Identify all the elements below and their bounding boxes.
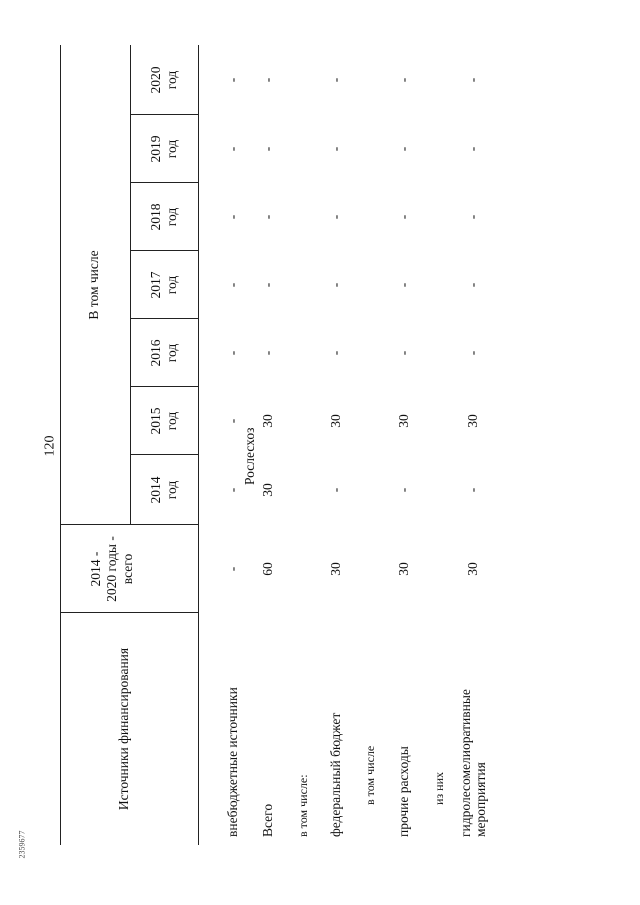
row-value: - (328, 350, 343, 356)
row-label: федеральный бюджет (328, 712, 343, 837)
header-year-2014: 2014 год (148, 476, 179, 504)
row-value: - (465, 350, 480, 356)
row-value: - (396, 77, 411, 83)
row-label: прочие расходы (396, 746, 411, 837)
row-value: - (465, 487, 480, 493)
row-value: 30 (465, 414, 480, 428)
row-total: 30 (328, 562, 343, 576)
row-value: - (225, 350, 240, 356)
row-value: - (225, 77, 240, 83)
row-value: - (396, 282, 411, 288)
row-label: в том числе: (296, 774, 310, 837)
row-label: из них (432, 771, 446, 805)
header-year-2016: 2016 год (148, 339, 179, 367)
year-sep-2 (130, 386, 198, 387)
row-value: - (225, 282, 240, 288)
row-value: - (225, 146, 240, 152)
row-total: - (225, 566, 240, 572)
table-top-rule (60, 45, 61, 845)
row-value: - (328, 282, 343, 288)
subheader-rule (130, 45, 131, 525)
year-sep-4 (130, 250, 198, 251)
row-value: 30 (328, 414, 343, 428)
header-year-2018: 2018 год (148, 203, 179, 231)
row-value: - (328, 214, 343, 220)
section-title: Рослесхоз (242, 427, 257, 485)
header-year-2017: 2017 год (148, 271, 179, 299)
row-value: - (465, 214, 480, 220)
row-value: - (260, 350, 275, 356)
row-total: 60 (260, 562, 275, 576)
row-value: - (328, 146, 343, 152)
row-value: - (396, 214, 411, 220)
row-value: - (328, 487, 343, 493)
header-col-sep-2 (60, 524, 198, 525)
row-label: Всего (260, 803, 275, 837)
row-value: - (260, 214, 275, 220)
row-value: - (465, 282, 480, 288)
header-year-2015: 2015 год (148, 407, 179, 435)
header-total-period: 2014 - 2020 годы - всего (88, 536, 135, 602)
header-sources: Источники финансирования (116, 647, 131, 811)
year-sep-5 (130, 182, 198, 183)
header-bottom-rule (198, 45, 199, 845)
row-value: - (260, 77, 275, 83)
row-value: 30 (260, 483, 275, 497)
row-value: - (225, 487, 240, 493)
row-value: - (260, 282, 275, 288)
row-value: 30 (260, 414, 275, 428)
header-in-that-number: В том числе (86, 250, 101, 320)
row-value: - (328, 77, 343, 83)
document-id: 2359677 (17, 830, 27, 859)
row-value: 30 (396, 414, 411, 428)
row-label: гидролесомелиоративные мероприятия (458, 689, 488, 837)
row-label: в том числе (363, 745, 377, 805)
row-total: 30 (396, 562, 411, 576)
row-total: 30 (465, 562, 480, 576)
row-value: - (225, 214, 240, 220)
header-year-2019: 2019 год (148, 135, 179, 163)
row-value: - (465, 77, 480, 83)
year-sep-3 (130, 318, 198, 319)
year-sep-1 (130, 454, 198, 455)
row-value: - (225, 418, 240, 424)
row-value: - (396, 350, 411, 356)
financing-table-rotated (60, 45, 490, 845)
row-value: - (396, 146, 411, 152)
page-number: 120 (42, 435, 58, 457)
header-year-2020: 2020 год (148, 66, 179, 94)
row-value: - (396, 487, 411, 493)
row-value: - (465, 146, 480, 152)
financing-table (60, 45, 490, 845)
row-value: - (260, 146, 275, 152)
row-label: внебюджетные источники (225, 687, 240, 837)
year-sep-6 (130, 114, 198, 115)
